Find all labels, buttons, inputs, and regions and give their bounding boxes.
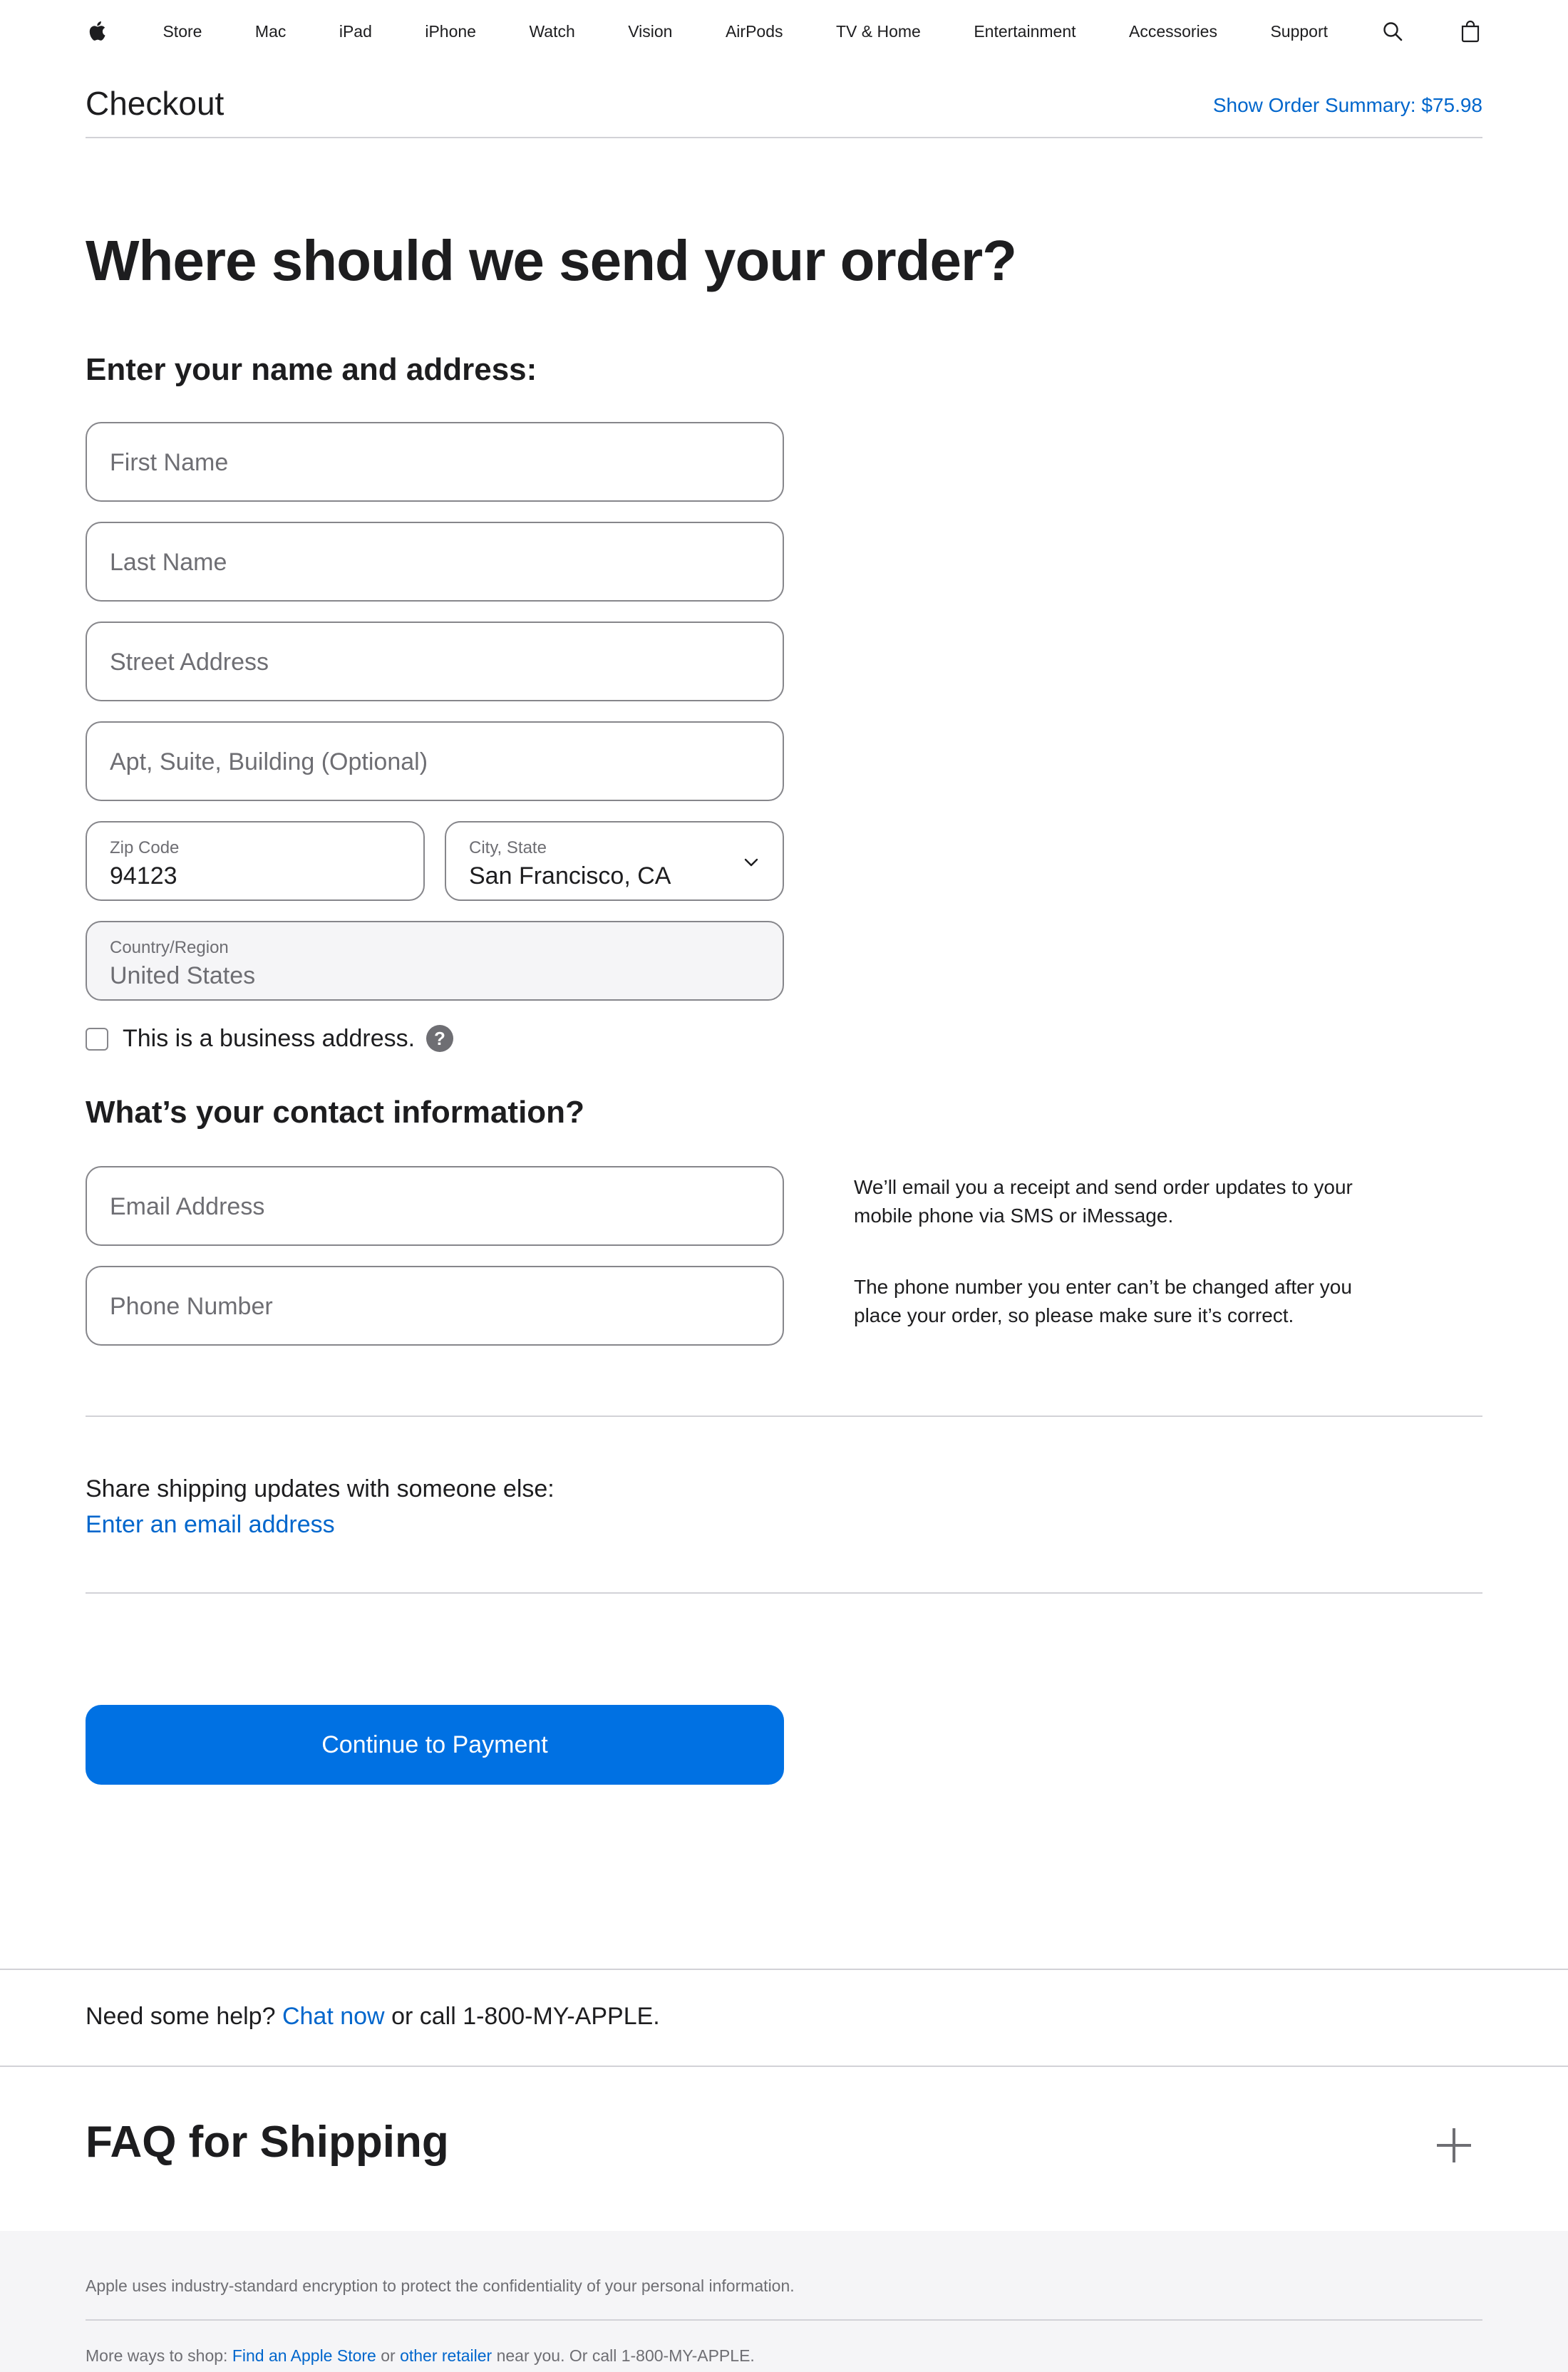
nav-item-accessories[interactable]: Accessories: [1128, 21, 1217, 41]
enter-email-link[interactable]: Enter an email address: [86, 1511, 335, 1538]
city-state-label: City, State: [469, 838, 547, 857]
street-address-field[interactable]: [86, 622, 784, 701]
chat-now-link[interactable]: Chat now: [282, 2003, 385, 2030]
email-address-placeholder: Email Address: [110, 1193, 265, 1220]
checkout-header: [86, 80, 1482, 138]
apple-logo-icon[interactable]: [86, 17, 110, 46]
city-state-select[interactable]: [445, 821, 784, 901]
search-icon[interactable]: [1381, 17, 1405, 46]
page-title: Where should we send your order?: [86, 229, 1016, 292]
email-address-field[interactable]: [86, 1166, 784, 1246]
country-region-label: Country/Region: [110, 938, 229, 957]
first-name-field[interactable]: [86, 422, 784, 502]
footer-divider: [86, 2319, 1482, 2321]
nav-item-airpods[interactable]: AirPods: [725, 21, 783, 41]
help-line: [86, 2003, 660, 2031]
chevron-down-icon: [743, 854, 760, 871]
phone-number-placeholder: Phone Number: [110, 1293, 273, 1320]
business-address-label: This is a business address.: [123, 1025, 416, 1052]
phone-info-note: The phone number you enter can’t be changed after you place your order, so please make sure it’s correct.: [854, 1276, 1352, 1326]
email-info-note: We’ll email you a receipt and send order updates to your mobile phone via SMS or iMessage.: [854, 1176, 1353, 1227]
other-retailer-link[interactable]: other retailer: [400, 2346, 492, 2365]
more-ways-suffix: near you. Or call 1-800-MY-APPLE.: [496, 2346, 755, 2365]
address-section-heading: Enter your name and address:: [86, 352, 537, 387]
zip-code-field[interactable]: [86, 821, 425, 901]
last-name-placeholder: Last Name: [110, 549, 227, 576]
nav-item-mac[interactable]: Mac: [254, 21, 287, 41]
city-state-value: San Francisco, CA: [469, 862, 671, 890]
find-apple-store-link[interactable]: Find an Apple Store: [232, 2346, 376, 2365]
continue-to-payment-button[interactable]: Continue to Payment: [86, 1705, 784, 1785]
street-address-placeholder: Street Address: [110, 649, 269, 676]
apt-suite-field[interactable]: [86, 721, 784, 801]
show-order-summary-link[interactable]: Show Order Summary: $75.98: [1212, 94, 1482, 116]
help-prefix: Need some help?: [86, 2003, 276, 2030]
plus-expand-icon[interactable]: [1435, 2127, 1472, 2164]
divider: [0, 1969, 1568, 1970]
first-name-placeholder: First Name: [110, 449, 229, 476]
country-region-value: United States: [110, 962, 256, 989]
more-ways-to-shop: [86, 2346, 755, 2366]
divider: [86, 1592, 1482, 1594]
global-nav: [0, 0, 1568, 63]
bag-icon[interactable]: [1458, 17, 1482, 46]
zip-code-value: 94123: [110, 862, 177, 890]
zip-code-label: Zip Code: [110, 838, 180, 857]
faq-shipping-heading: FAQ for Shipping: [86, 2118, 449, 2167]
checkout-title: Checkout: [86, 85, 225, 122]
encryption-notice: Apple uses industry-standard encryption to protect the confidentiality of your personal information.: [86, 2276, 795, 2295]
nav-item-tv-home[interactable]: TV & Home: [835, 21, 921, 41]
question-mark-help-icon[interactable]: ?: [426, 1025, 453, 1052]
apt-suite-placeholder: Apt, Suite, Building (Optional): [110, 748, 428, 775]
last-name-field[interactable]: [86, 522, 784, 602]
phone-number-field[interactable]: [86, 1266, 784, 1346]
help-suffix: or call 1-800-MY-APPLE.: [391, 2003, 660, 2030]
nav-item-entertainment[interactable]: Entertainment: [974, 21, 1076, 41]
nav-item-ipad[interactable]: iPad: [339, 21, 372, 41]
or-text: or: [381, 2346, 396, 2365]
footer: [0, 2231, 1568, 2372]
divider: [0, 2066, 1568, 2067]
nav-item-iphone[interactable]: iPhone: [425, 21, 476, 41]
business-address-checkbox[interactable]: [86, 1028, 108, 1051]
divider: [86, 1416, 1482, 1417]
nav-item-watch[interactable]: Watch: [529, 21, 575, 41]
nav-item-vision[interactable]: Vision: [628, 21, 673, 41]
nav-item-support[interactable]: Support: [1270, 21, 1328, 41]
country-region-field: [86, 921, 784, 1001]
share-updates-label: Share shipping updates with someone else:: [86, 1475, 555, 1502]
nav-item-store[interactable]: Store: [163, 21, 202, 41]
more-ways-prefix: More ways to shop:: [86, 2346, 228, 2365]
contact-section-heading: What’s your contact information?: [86, 1095, 584, 1130]
